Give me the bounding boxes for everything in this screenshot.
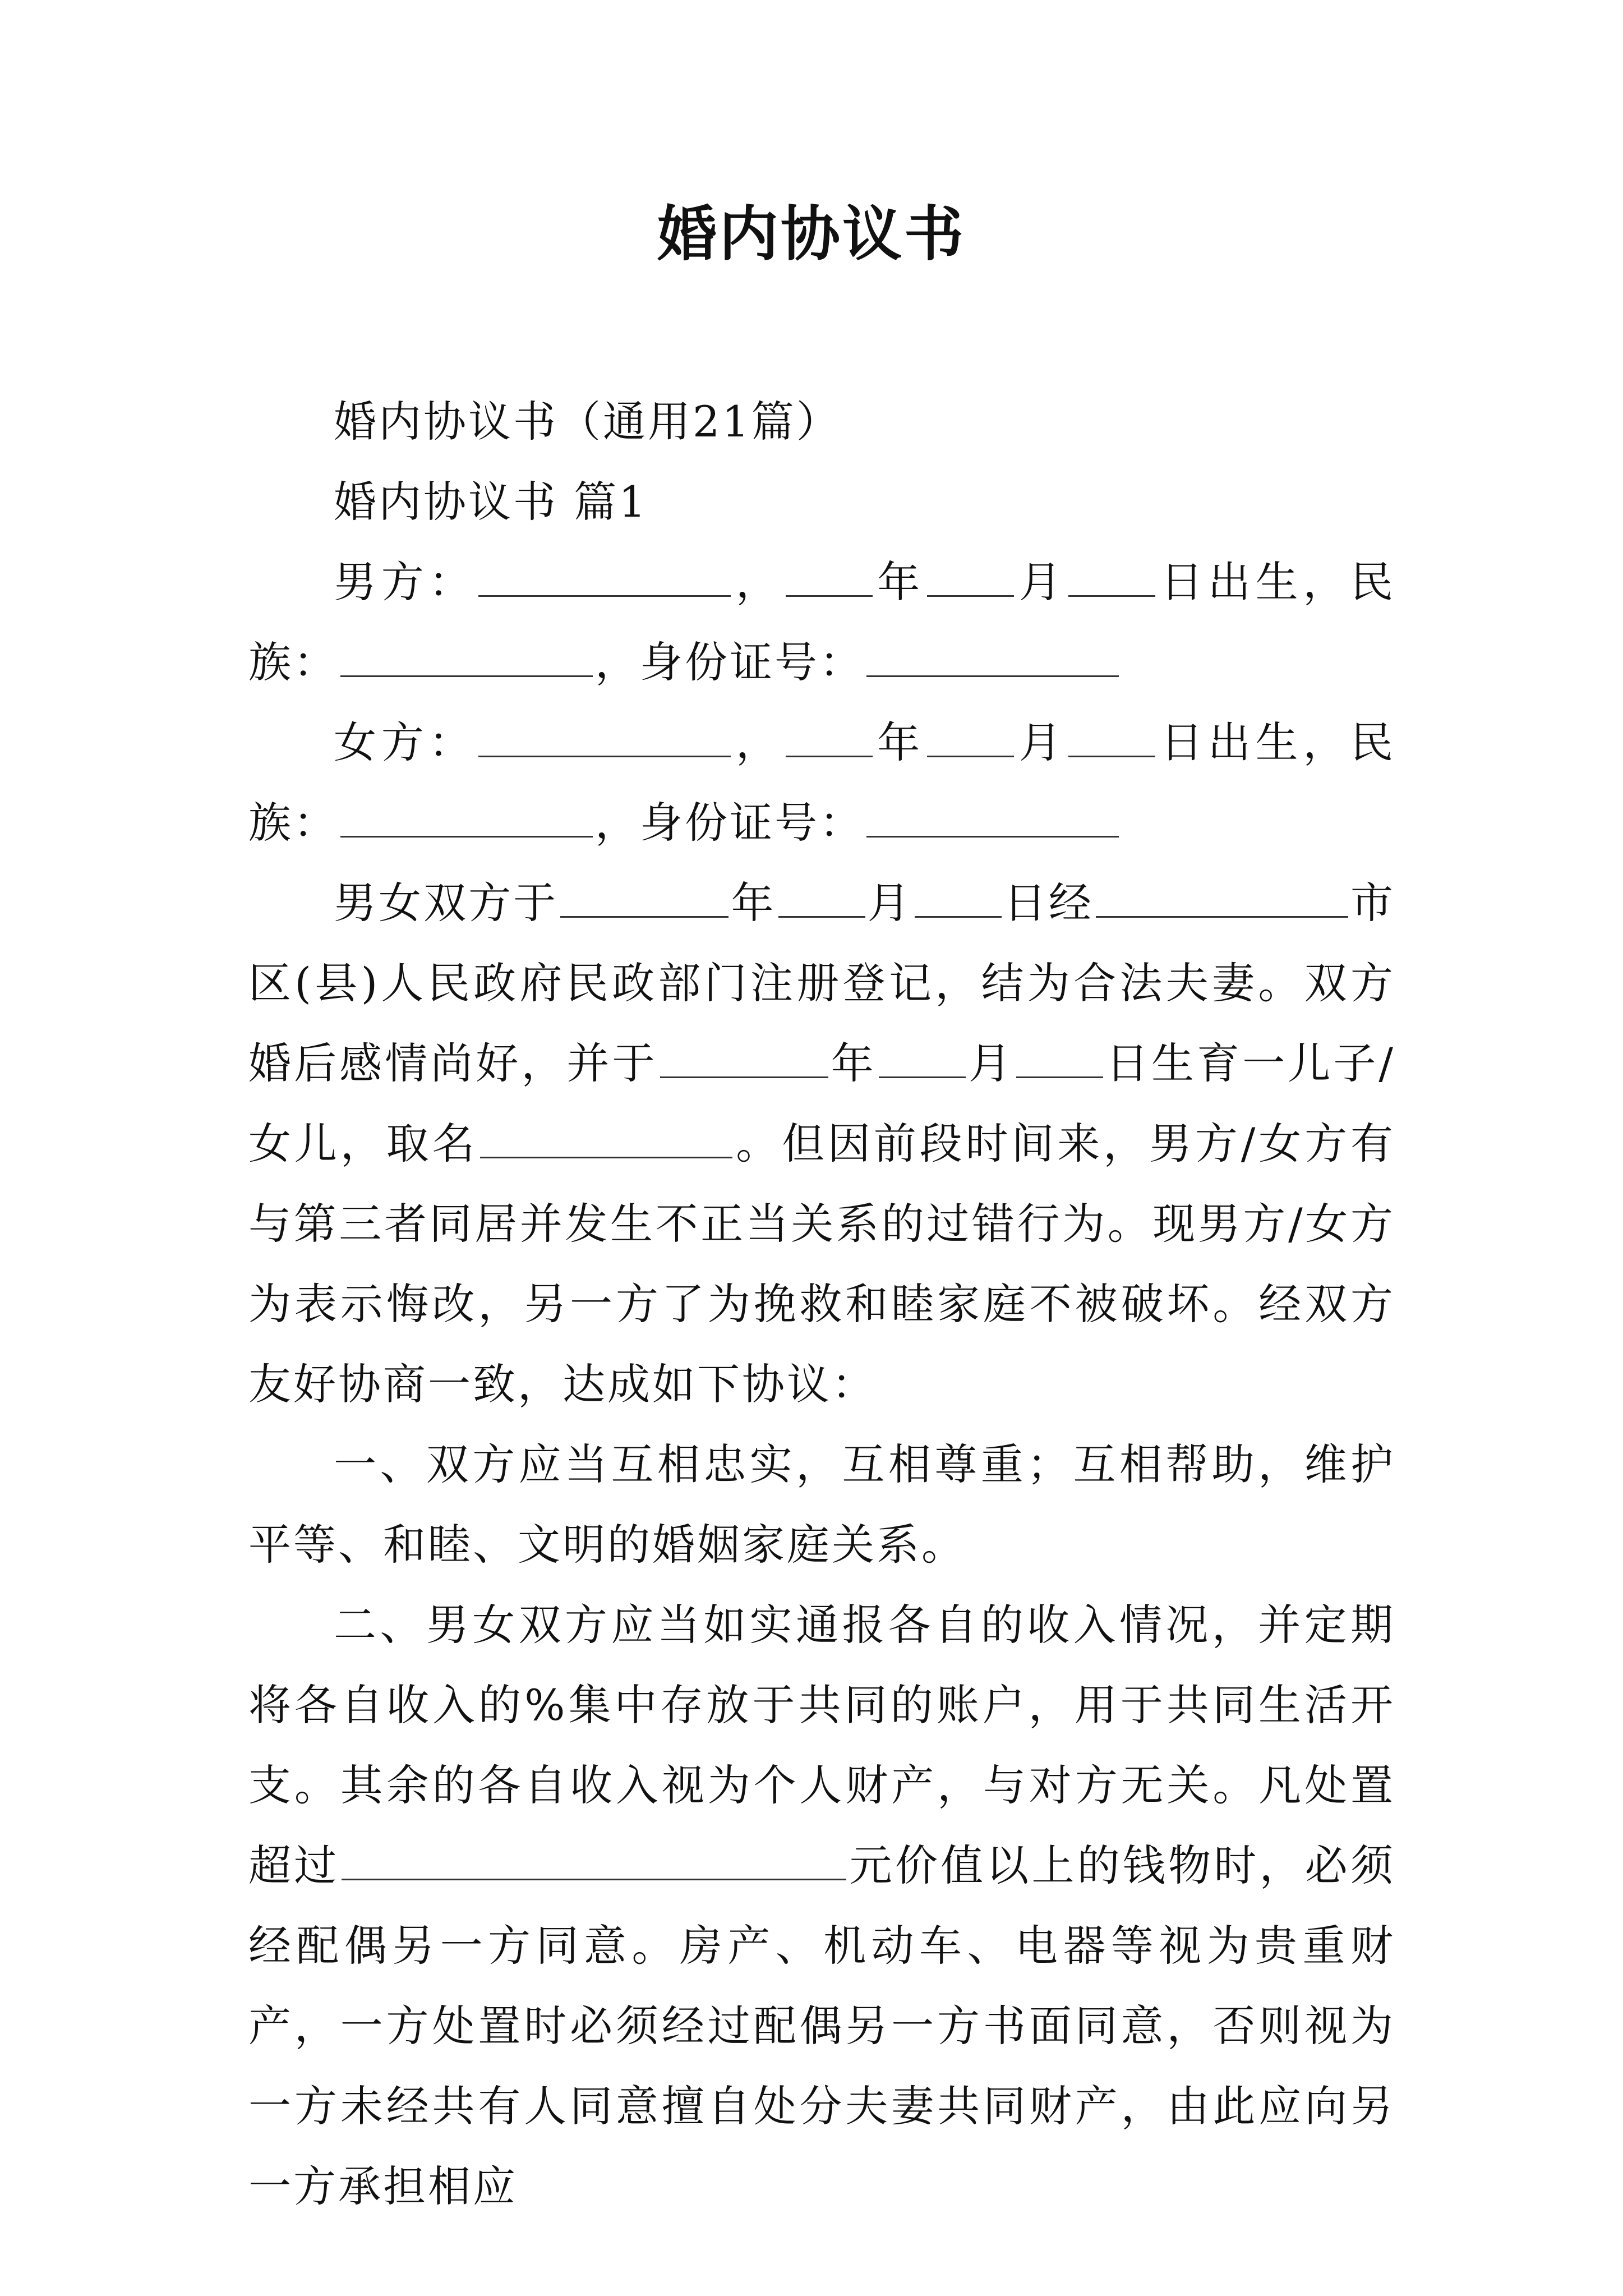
document-body — [248, 381, 1395, 2226]
marriage-month-blank[interactable] — [778, 881, 865, 918]
chapter-heading: 婚内协议书 篇1 — [334, 477, 648, 527]
born-ethnicity-label: 日出生，民族： — [248, 717, 1396, 848]
para1-month: 月 — [867, 878, 912, 928]
document-subtitle: 婚内协议书（通用21篇） — [334, 397, 841, 447]
marriage-day-blank[interactable] — [915, 881, 1002, 918]
female-name-blank[interactable] — [478, 721, 731, 757]
marriage-paragraph — [248, 863, 1395, 1424]
male-party-line — [248, 542, 1395, 702]
clause-2 — [248, 1585, 1395, 2226]
comma: ， — [733, 557, 783, 607]
para1-cont3: 。但因前段时间来，男方/女方有与第三者同居并发生不正当关系的过错行为。现男方/女方为表示悔改，另一方了为挽救和睦家庭不被破坏。经双方友好协商一致，达成如下协议： — [248, 1119, 1396, 1409]
child-birth-month-blank[interactable] — [879, 1042, 966, 1078]
child-name-blank[interactable] — [480, 1122, 732, 1158]
year-label: 年 — [874, 717, 925, 767]
born-ethnicity-label: 日出生，民族： — [248, 557, 1396, 687]
amount-blank[interactable] — [342, 1844, 846, 1880]
month-label: 月 — [1016, 717, 1067, 767]
marriage-year-blank[interactable] — [560, 881, 728, 918]
male-birth-day-blank[interactable] — [1068, 560, 1155, 597]
female-ethnicity-blank[interactable] — [340, 801, 593, 838]
month-label: 月 — [1016, 557, 1067, 607]
clause2-part1: 二、男女双方应当如实通报各自的收入情况，并定期将各自收入的%集中存放于共同的账户，用于共同生活开支。其余的各自收入视为个人财产，与对方无关。凡处置超过 — [248, 1600, 1395, 1890]
para1-cont1: 区(县)人民政府民政部门注册登记，结为合法夫妻。双方婚后感情尚好，并于 — [248, 958, 1395, 1088]
female-party-line — [248, 702, 1395, 863]
female-birth-month-blank[interactable] — [927, 721, 1014, 757]
id-label: ，身份证号： — [595, 637, 864, 687]
female-birth-day-blank[interactable] — [1068, 721, 1155, 757]
female-birth-year-blank[interactable] — [786, 721, 873, 757]
comma: ， — [733, 717, 783, 767]
male-ethnicity-blank[interactable] — [340, 641, 593, 677]
para1-year: 年 — [731, 878, 776, 928]
male-birth-year-blank[interactable] — [786, 560, 873, 597]
document-title: 婚内协议书 — [657, 199, 966, 269]
para1-year2: 年 — [830, 1038, 877, 1088]
male-birth-month-blank[interactable] — [927, 560, 1014, 597]
para1-lead: 男女双方于 — [334, 878, 559, 928]
child-birth-year-blank[interactable] — [660, 1042, 828, 1078]
id-label: ，身份证号： — [595, 798, 864, 848]
male-id-blank[interactable] — [866, 641, 1119, 677]
male-name-blank[interactable] — [478, 560, 731, 597]
para1-city: 市 — [1350, 878, 1396, 928]
clause-1: 一、双方应当互相忠实，互相尊重；互相帮助，维护平等、和睦、文明的婚姻家庭关系。 — [248, 1439, 1395, 1570]
clause2-part2: 元价值以上的钱物时，必须经配偶另一方同意。房产、机动车、电器等视为贵重财产，一方处置时必须经过配偶另一方书面同意，否则视为一方未经共有人同意擅自处分夫妻共同财产，由此应向另一方承担相应 — [248, 1841, 1396, 2211]
female-label: 女方： — [334, 717, 477, 767]
male-label: 男方： — [334, 557, 477, 607]
para1-cont2: 日生育一儿子/女儿，取名 — [248, 1038, 1396, 1168]
female-id-blank[interactable] — [866, 801, 1119, 838]
year-label: 年 — [874, 557, 925, 607]
para1-month2: 月 — [967, 1038, 1014, 1088]
para1-day-via: 日经 — [1003, 878, 1094, 928]
child-birth-day-blank[interactable] — [1016, 1042, 1103, 1078]
marriage-city-blank[interactable] — [1096, 881, 1348, 918]
